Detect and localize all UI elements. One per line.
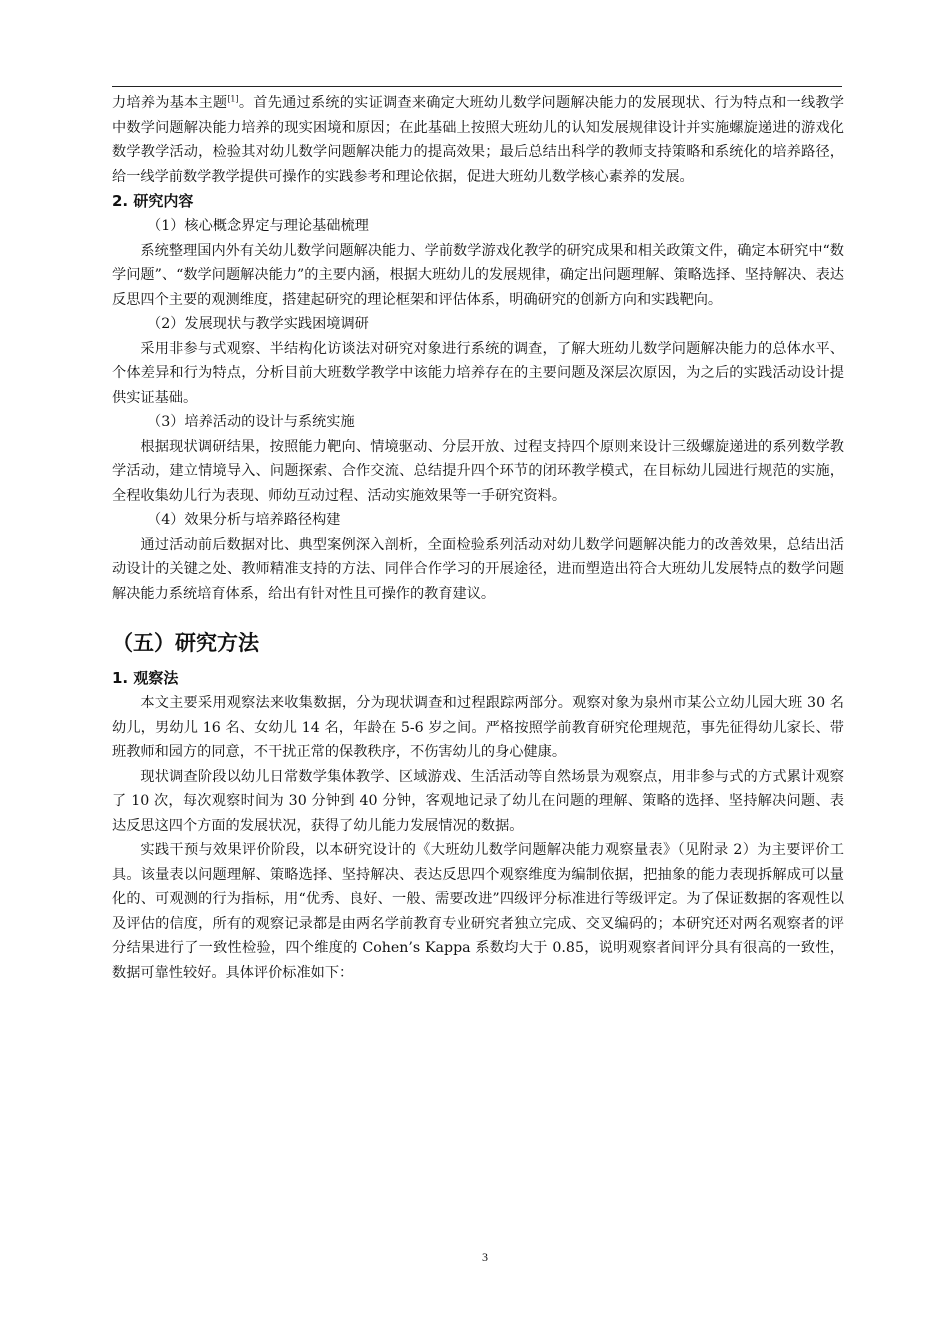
content-item-3-text: 根据现状调研结果，按照能力靶向、情境驱动、分层开放、过程支持四个原则来设计三级螺旋递进的系列数学教学活动，建立情境导入、问题探索、合作交流、总结提升四个环节的闭环教学模式，在目标幼儿园进行规范的实施，全程收集幼儿行为表现、师幼互动过程、活动实施效果等一手研究资料。 bbox=[112, 438, 844, 504]
citation-marker: [1] bbox=[227, 94, 239, 104]
intro-paragraph bbox=[112, 91, 844, 189]
content-item-1-text: 系统整理国内外有关幼儿数学问题解决能力、学前数学游戏化教学的研究成果和相关政策文件，确定本研究中“数学问题”、“数学问题解决能力”的主要内涵，根据大班幼儿的发展规律，确定出问题理解、策略选择、坚持解决、表达反思四个主要的观测维度，搭建起研究的理论框架和评估体系，明确研究的创新方向和实践靶向。 bbox=[112, 242, 844, 308]
methods-paragraph-3: 实践干预与效果评价阶段，以本研究设计的《大班幼儿数学问题解决能力观察量表》（见附录 2）为主要评价工具。该量表以问题理解、策略选择、坚持解决、表达反思四个观察维度为编制依据，把抽象的能力表现拆解成可以量化的、可观测的行为指标，用“优秀、良好、一般、需要改进”四级评分标准进行等级评定。为了保证数据的客观性以及评估的信度，所有的观察记录都是由两名学前教育专业研究者独立完成、交叉编码的；本研究还对两名观察者的评分结果进行了一致性检验，四个维度的 Cohen’s Kappa 系数均大于 0.85，说明观察者间评分具有很高的一致性，数据可靠性较好。具体评价标准如下： bbox=[112, 842, 844, 981]
header-rule bbox=[112, 86, 842, 87]
methods-paragraph-2: 现状调查阶段以幼儿日常数学集体教学、区域游戏、生活活动等自然场景为观察点，用非参与式的方式累计观察了 10 次，每次观察时间为 30 分钟到 40 分钟，客观地记录了幼儿在问题的理解、策略的选择、坚持解决问题、表达反思这四个方面的发展状况，获得了幼儿能力发展情况的数据。 bbox=[112, 768, 844, 834]
content-item-4-text: 通过活动前后数据对比、典型案例深入剖析，全面检验系列活动对幼儿数学问题解决能力的改善效果，总结出活动设计的关键之处、教师精准支持的方法、同伴合作学习的开展途径，进而塑造出符合大班幼儿发展特点的数学问题解决能力系统培育体系，给出有针对性且可操作的教育建议。 bbox=[112, 536, 844, 602]
content-item-4-label: （4）效果分析与培养路径构建 bbox=[147, 512, 341, 528]
content-item-2-text: 采用非参与式观察、半结构化访谈法对研究对象进行系统的调查，了解大班幼儿数学问题解决能力的总体水平、个体差异和行为特点，分析目前大班数学教学中该能力培养存在的主要问题及深层次原因，为之后的实践活动设计提供实证基础。 bbox=[112, 340, 844, 406]
observation-method-heading: 1. 观察法 bbox=[112, 669, 179, 687]
page-number: 3 bbox=[482, 1250, 488, 1264]
intro-text-rest: 。首先通过系统的实证调查来确定大班幼儿数学问题解决能力的发展现状、行为特点和一线教学中数学问题解决能力培养的现实困境和原因；在此基础上按照大班幼儿的认知发展规律设计并实施螺旋递进的游戏化数学教学活动，检验其对幼儿数学问题解决能力的提高效果；最后总结出科学的教师支持策略和系统化的培养路径，给一线学前数学教学提供可操作的实践参考和理论依据，促进大班幼儿数学核心素养的发展。 bbox=[112, 95, 844, 185]
content-item-2-label: （2）发展现状与教学实践困境调研 bbox=[147, 316, 369, 332]
content-item-3-label: （3）培养活动的设计与系统实施 bbox=[147, 414, 355, 430]
page-content bbox=[112, 91, 844, 985]
methods-paragraph-1: 本文主要采用观察法来收集数据，分为现状调查和过程跟踪两部分。观察对象为泉州市某公立幼儿园大班 30 名幼儿，男幼儿 16 名、女幼儿 14 名，年龄在 5-6 岁之间。严格按照学前教育研究伦理规范，事先征得幼儿家长、带班教师和园方的同意，不干扰正常的保教秩序，不伤害幼儿的身心健康。 bbox=[112, 695, 844, 760]
methods-section-heading: （五）研究方法 bbox=[112, 631, 259, 655]
research-content-heading: 2. 研究内容 bbox=[112, 192, 194, 210]
content-item-1-label: （1）核心概念界定与理论基础梳理 bbox=[147, 218, 369, 234]
intro-text-start: 力培养为基本主题 bbox=[112, 95, 228, 111]
